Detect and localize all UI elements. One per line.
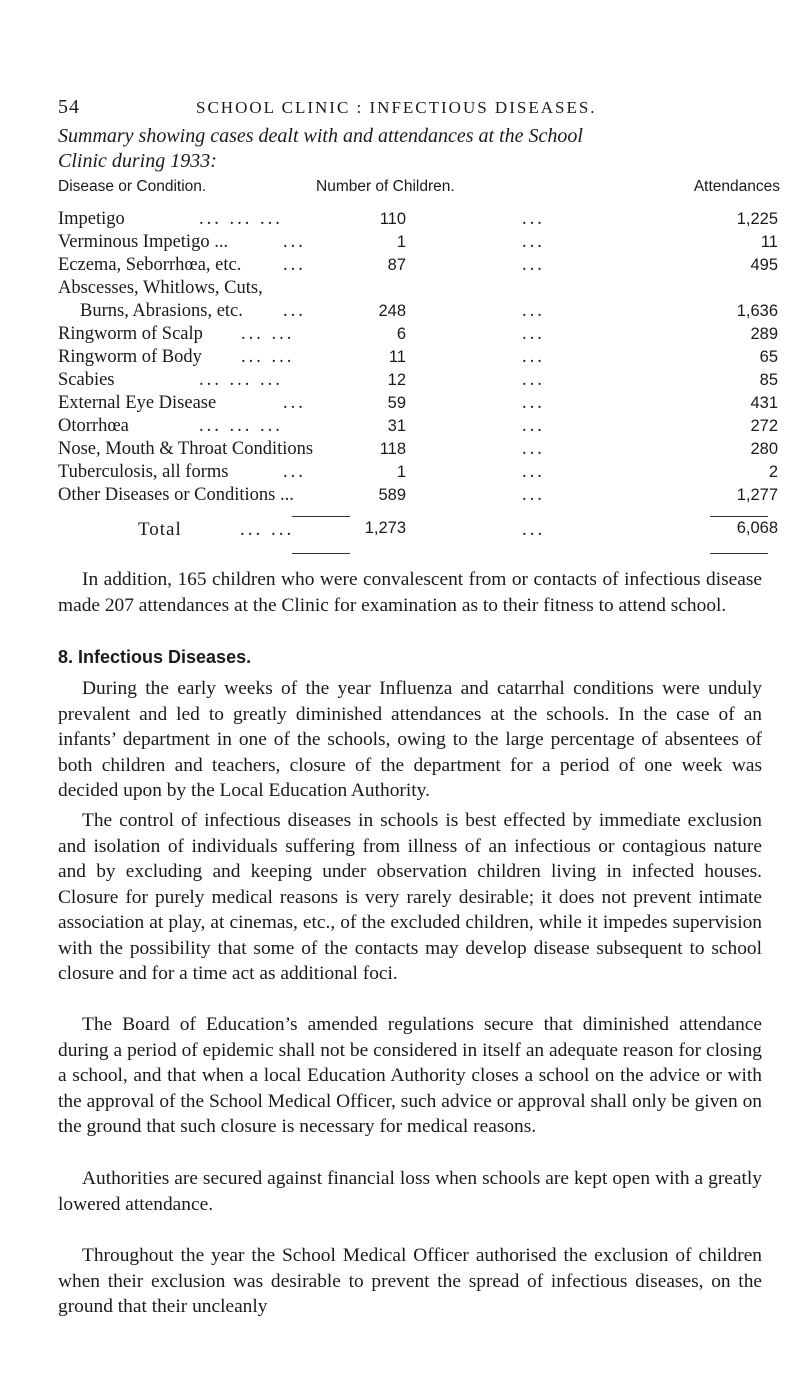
table-row <box>58 231 780 254</box>
row-leader-dots-2: ... <box>522 393 545 413</box>
section-heading: 8. Infectious Diseases. <box>58 647 252 667</box>
table-body <box>58 208 780 507</box>
total-rule-attend-top <box>710 516 768 517</box>
total-number: 1,273 <box>364 519 406 537</box>
row-leader-dots: ... <box>283 232 306 252</box>
row-number-of-children: 12 <box>387 371 406 389</box>
total-rule-number-top <box>292 516 350 517</box>
row-leader-dots: ... <box>283 393 306 413</box>
row-number-of-children: 118 <box>379 440 406 458</box>
row-number-of-children: 31 <box>387 417 406 435</box>
paragraph-exclusion <box>58 1243 762 1320</box>
table-row <box>58 323 780 346</box>
row-disease-name: Otorrhœa <box>58 416 129 436</box>
row-leader-dots: ... ... ... <box>199 416 283 436</box>
row-number-of-children: 11 <box>388 348 406 366</box>
row-leader-dots-2: ... <box>522 485 545 505</box>
row-leader-dots: ... ... ... <box>199 209 283 229</box>
row-leader-dots: ... <box>283 462 306 482</box>
paragraph-5-text: Authorities are secured against financial loss when schools are kept open with a greatly lowered attendance. <box>58 1168 762 1215</box>
row-leader-dots: ... <box>283 301 306 321</box>
row-disease-name: Ringworm of Body <box>58 347 202 367</box>
table-row <box>58 415 780 438</box>
row-attendances: 85 <box>759 371 778 389</box>
table-row <box>58 461 780 484</box>
row-number-of-children: 110 <box>379 210 406 228</box>
row-number-of-children: 1 <box>396 233 406 251</box>
table-row <box>58 484 780 507</box>
row-disease-name: Ringworm of Scalp <box>58 324 203 344</box>
running-header <box>58 96 758 126</box>
row-leader-dots: ... ... ... <box>199 370 283 390</box>
row-number-of-children: 1 <box>396 463 406 481</box>
table-row <box>58 369 780 392</box>
row-attendances: 495 <box>750 256 778 274</box>
row-attendances: 280 <box>750 440 778 458</box>
paragraph-convalescent <box>58 567 762 618</box>
table-header-row <box>58 178 780 208</box>
total-attendances: 6,068 <box>736 519 778 537</box>
table-caption <box>58 124 758 174</box>
paragraph-4-text: The Board of Education’s amended regulations secure that diminished attendance during a period of epidemic shall not be considered in itself an adequate reason for closing a school, and that when a local Education Authority closes a school on the advice or with the approval of the School Medical Officer, such advice or approval shall only be given on the ground that such closure is necessary for medical reasons. <box>58 1014 762 1137</box>
caption-line-2: Clinic during 1933: <box>58 150 217 172</box>
table-row <box>58 208 780 231</box>
cases-table <box>58 178 780 549</box>
paragraph-control <box>58 808 762 987</box>
row-attendances: 65 <box>759 348 778 366</box>
paragraph-1-text: In addition, 165 children who were convalescent from or contacts of infectious disease made 207 attendances at the Clinic for examination as to their fitness to attend school. <box>58 569 762 616</box>
row-number-of-children: 6 <box>396 325 406 343</box>
row-attendances: 272 <box>750 417 778 435</box>
table-row <box>58 346 780 369</box>
row-leader-dots: ... ... <box>241 347 295 367</box>
paragraph-2-text: During the early weeks of the year Influenza and catarrhal conditions were unduly prevalent and led to greatly diminished attendances at the schools. In the case of an infants’ department in one of the schools, owing to the large percentage of absentees of both children and teachers, closure of the department for a period of one week was decided upon by the Local Education Authority. <box>58 678 762 801</box>
paragraph-regulations <box>58 1012 762 1140</box>
table-total-section <box>58 519 780 549</box>
row-leader-dots-2: ... <box>522 416 545 436</box>
row-leader-dots: ... <box>283 255 306 275</box>
row-leader-dots-2: ... <box>522 232 545 252</box>
row-number-of-children: 59 <box>387 394 406 412</box>
row-leader-dots-2: ... <box>522 209 545 229</box>
total-rule-number-bottom <box>292 553 350 554</box>
table-row <box>58 277 780 323</box>
table-row <box>58 392 780 415</box>
row-leader-dots-2: ... <box>522 324 545 344</box>
total-label: Total <box>138 519 182 540</box>
row-attendances: 289 <box>750 325 778 343</box>
page-number: 54 <box>58 96 80 118</box>
row-number-of-children: 87 <box>387 256 406 274</box>
row-attendances: 1,636 <box>736 302 778 320</box>
row-attendances: 431 <box>750 394 778 412</box>
total-leader-dots: ... ... <box>240 519 295 540</box>
paragraph-3-text: The control of infectious diseases in schools is best effected by immediate exclusion and isolation of individuals suffering from illness of an infectious or contagious nature and by excluding and keeping under observation children living in infected houses. Closure for purely medical reasons is very rarely desirable; it does not prevent intimate association at play, at cinemas, etc., of the excluded children, while it impedes supervision with the possibility that some of the contacts may develop disease subsequent to school closure and for a time act as additional foci. <box>58 810 762 984</box>
row-attendances: 2 <box>768 463 778 481</box>
table-row <box>58 438 780 461</box>
paragraph-6-text: Throughout the year the School Medical Officer authorised the exclusion of children when their exclusion was desirable to prevent the spread of infectious diseases, on the ground that their uncleanly <box>58 1245 762 1317</box>
row-attendances: 11 <box>760 233 778 251</box>
row-disease-name-continued: Burns, Abrasions, etc. <box>80 301 243 321</box>
row-disease-name: Tuberculosis, all forms <box>58 462 229 482</box>
row-leader-dots-2: ... <box>522 301 545 321</box>
table-row <box>58 254 780 277</box>
row-attendances: 1,225 <box>736 210 778 228</box>
row-leader-dots-2: ... <box>522 255 545 275</box>
row-disease-name: Abscesses, Whitlows, Cuts, <box>58 278 263 298</box>
header-number: Number of Children. <box>316 178 455 195</box>
paragraph-financial <box>58 1166 762 1217</box>
row-disease-name: Other Diseases or Conditions ... <box>58 485 294 505</box>
caption-line-1: Summary showing cases dealt with and attendances at the School <box>58 125 583 147</box>
paragraph-influenza <box>58 676 762 804</box>
row-leader-dots-2: ... <box>522 462 545 482</box>
row-number-of-children: 248 <box>378 302 406 320</box>
row-disease-name: External Eye Disease <box>58 393 217 413</box>
row-leader-dots: ... ... <box>241 324 295 344</box>
row-number-of-children: 589 <box>378 486 406 504</box>
row-leader-dots-2: ... <box>522 370 545 390</box>
row-leader-dots-2: ... <box>522 439 545 459</box>
row-attendances: 1,277 <box>736 486 778 504</box>
header-title: SCHOOL CLINIC : INFECTIOUS DISEASES. <box>196 98 597 117</box>
header-attendances: Attendances <box>693 178 780 195</box>
row-leader-dots-2: ... <box>522 347 545 367</box>
header-disease: Disease or Condition. <box>58 178 207 195</box>
total-rule-attend-bottom <box>710 553 768 554</box>
row-disease-name: Eczema, Seborrhœa, etc. <box>58 255 242 275</box>
row-disease-name: Impetigo <box>58 209 125 229</box>
row-disease-name: Scabies <box>58 370 115 390</box>
row-disease-name: Verminous Impetigo ... <box>58 232 229 252</box>
total-leader-dots-2: ... <box>522 519 546 540</box>
table-total-row <box>58 519 780 549</box>
row-disease-name: Nose, Mouth & Throat Conditions <box>58 439 314 459</box>
